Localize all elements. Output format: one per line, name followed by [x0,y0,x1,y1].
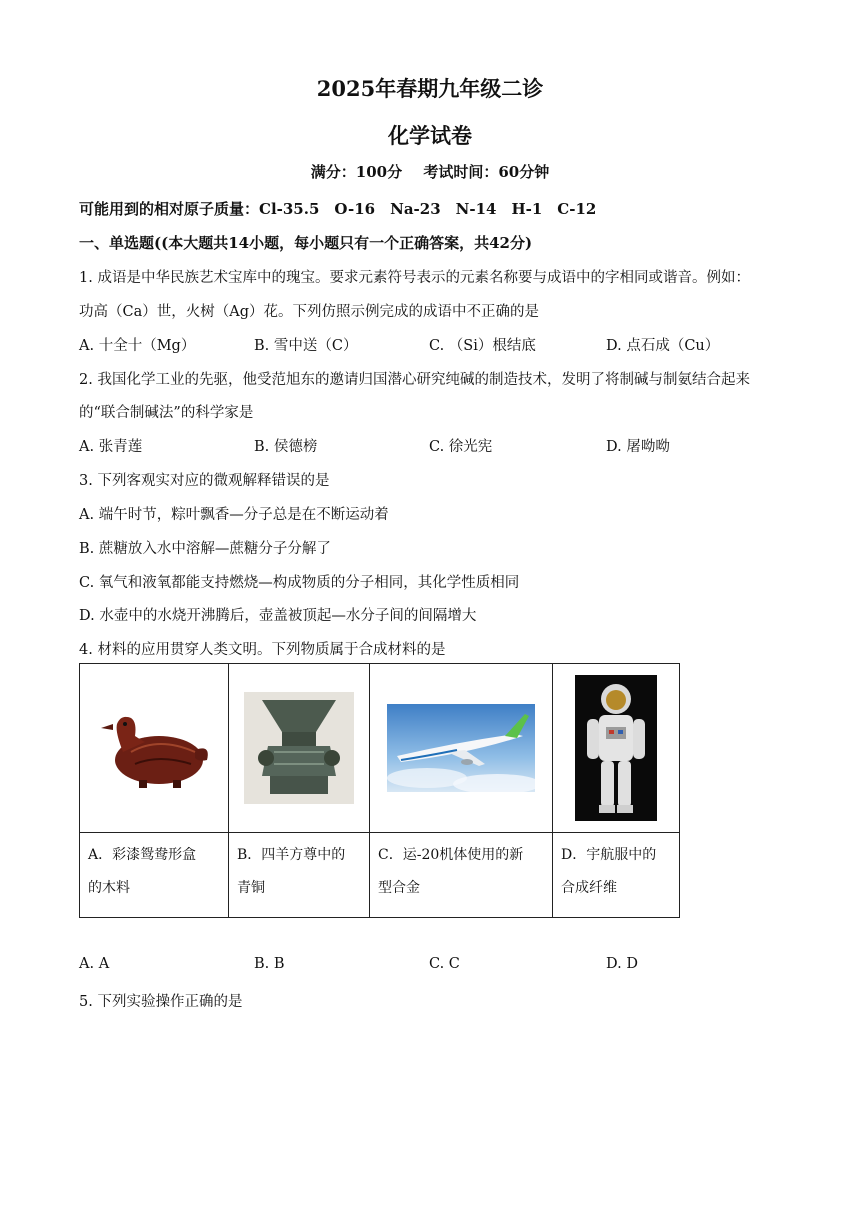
atomic-mass-line: 可能用到的相对原子质量：Cl-35.5 O-16 Na-23 N-14 H-1 C-12 [79,200,597,218]
table-cell-image-b [229,664,370,833]
q4-answer-c: C. C [429,956,460,972]
q2-option-b: B. 侯德榜 [254,439,318,455]
q4-answer-b: B. B [254,956,285,972]
q1-option-d: D. 点石成（Cu） [606,338,720,354]
table-cell-image-c [370,664,553,833]
spacesuit-image [575,675,657,821]
q1-stem-line1: 1. 成语是中华民族艺术宝库中的瑰宝。要求元素符号表示的元素名称要与成语中的字相同或谐音。例如： [79,270,750,286]
q2-option-a: A. 张青莲 [79,439,143,455]
q2-stem-line2: 的“联合制碱法”的科学家是 [79,405,254,421]
q3-option-a: A. 端午时节，粽叶飘香—分子总是在不断运动着 [79,507,389,523]
full-score: 满分：100分 [310,163,403,181]
airplane-image [387,704,535,792]
q1-option-a: A. 十全十（Mg） [79,338,196,354]
exam-title: 2025年春期九年级二诊 [316,76,544,101]
exam-time: 考试时间：60分钟 [423,163,550,181]
materials-table [79,663,680,918]
table-caption-c: C．运-20机体使用的新 型合金 [370,833,553,918]
q3-stem: 3. 下列客观实对应的微观解释错误的是 [79,473,330,489]
q1-option-c: C. （Si）根结底 [429,338,536,354]
q2-option-c: C. 徐光宪 [429,439,493,455]
q4-answer-a: A. A [79,956,110,972]
table-caption-b: B．四羊方尊中的 青铜 [229,833,370,918]
table-caption-a: A．彩漆鸳鸯形盒 的木料 [80,833,229,918]
q1-option-b: B. 雪中送（C） [254,338,358,354]
exam-info [0,161,860,182]
q3-option-d: D. 水壶中的水烧开沸腾后，壶盖被顶起—水分子间的间隔增大 [79,608,477,624]
bronze-four-ram-zun-image [244,692,354,804]
lacquer-duck-box-image [95,702,213,794]
section-title: 一、单选题((本大题共14小题，每小题只有一个正确答案，共42分) [79,234,533,252]
q3-option-b: B. 蔗糖放入水中溶解—蔗糖分子分解了 [79,541,331,557]
table-caption-d: D．宇航服中的 合成纤维 [553,833,680,918]
q1-stem-line2: 功高（Ca）世，火树（Ag）花。下列仿照示例完成的成语中不正确的是 [79,304,539,320]
q5-stem: 5. 下列实验操作正确的是 [79,994,243,1010]
q2-stem-line1: 2. 我国化学工业的先驱，他受范旭东的邀请归国潜心研究纯碱的制造技术，发明了将制碱与制氨结合起来 [79,372,750,388]
q2-option-d: D. 屠呦呦 [606,439,670,455]
table-cell-image-d [553,664,680,833]
subject-title: 化学试卷 [388,123,472,148]
q3-option-c: C. 氧气和液氧都能支持燃烧—构成物质的分子相同，其化学性质相同 [79,575,520,591]
table-cell-image-a [80,664,229,833]
q4-stem: 4. 材料的应用贯穿人类文明。下列物质属于合成材料的是 [79,642,446,658]
q4-answer-d: D. D [606,956,638,972]
